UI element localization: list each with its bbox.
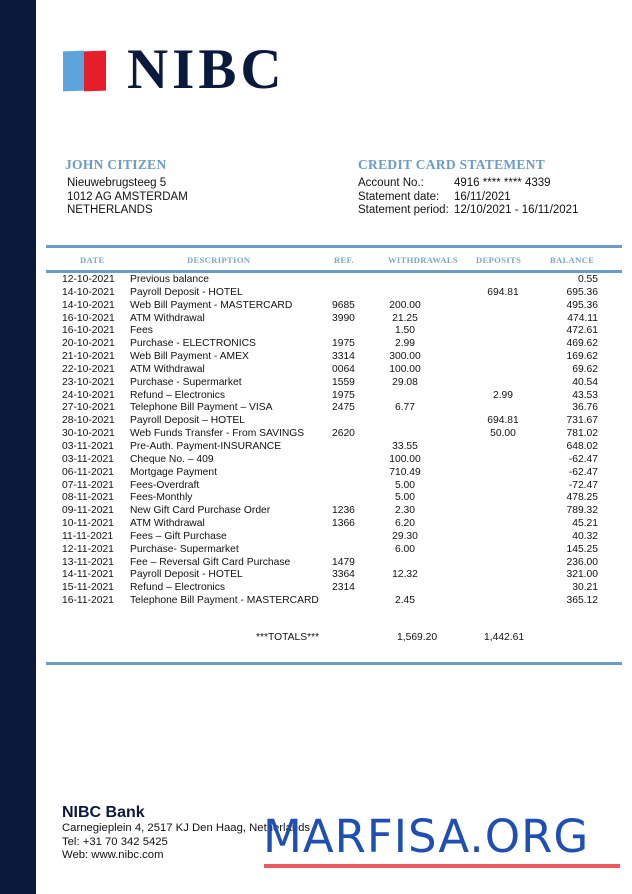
table-row [46, 544, 622, 557]
totals-row [46, 632, 622, 645]
row-date: 20-10-2021 [62, 338, 115, 350]
row-balance: 145.25 [566, 543, 598, 555]
row-description: Refund – Electronics [130, 389, 226, 401]
header-deposits: DEPOSITS [476, 255, 522, 265]
row-date: 14-11-2021 [62, 569, 114, 581]
table-header-rule [46, 270, 622, 273]
row-date: 03-11-2021 [62, 440, 114, 452]
row-date: 22-10-2021 [62, 363, 115, 375]
row-date: 21-10-2021 [62, 351, 115, 363]
row-ref: 9685 [332, 299, 355, 311]
row-withdrawal: 100.00 [389, 453, 421, 465]
footer-bank-name: NIBC Bank [62, 804, 145, 821]
row-date: 14-10-2021 [62, 299, 115, 311]
statement-date-row [358, 191, 578, 205]
row-ref: 3364 [332, 569, 355, 581]
row-description: Purchase - ELECTRONICS [130, 338, 256, 350]
table-row [46, 505, 622, 518]
row-deposit: 2.99 [492, 389, 514, 401]
row-description: Previous balance [130, 274, 209, 285]
table-row [46, 467, 622, 480]
watermark-underline [264, 864, 620, 868]
table-row [46, 454, 622, 467]
totals-label: ***TOTALS*** [256, 632, 320, 643]
row-withdrawal: 2.45 [394, 595, 416, 607]
row-ref: 2314 [332, 582, 355, 594]
row-description: Refund – Electronics [130, 582, 226, 594]
nibc-logo-mark-icon [63, 49, 107, 91]
table-row [46, 480, 622, 493]
row-balance: 469.62 [566, 338, 598, 350]
header-balance: BALANCE [550, 255, 595, 265]
row-date: 23-10-2021 [62, 376, 115, 388]
table-row [46, 390, 622, 403]
address-line-1: Nieuwebrugsteeg 5 [67, 177, 167, 189]
account-number-row [358, 177, 578, 191]
row-ref: 1559 [332, 376, 355, 388]
row-balance: -72.47 [568, 479, 598, 491]
statement-date-label: Statement date: [358, 190, 440, 203]
row-date: 24-10-2021 [62, 389, 115, 401]
table-row [46, 300, 622, 313]
row-balance: 40.54 [572, 376, 598, 388]
row-withdrawal: 200.00 [389, 299, 421, 311]
totals-deposits: 1,442.61 [484, 632, 525, 643]
row-withdrawal: 300.00 [389, 351, 421, 363]
table-top-rule [46, 245, 622, 248]
footer-web: Web: www.nibc.com [62, 849, 164, 861]
row-balance: 472.61 [566, 325, 598, 337]
row-withdrawal: 6.77 [394, 402, 416, 414]
row-description: Web Bill Payment - AMEX [130, 351, 249, 363]
totals-withdrawals: 1,569.20 [397, 632, 438, 643]
footer-tel: Tel: +31 70 342 5425 [62, 835, 168, 848]
table-row [46, 364, 622, 377]
row-date: 27-10-2021 [62, 402, 115, 414]
row-balance: 43.53 [572, 389, 598, 401]
header-date: DATE [80, 255, 105, 265]
row-date: 09-11-2021 [62, 505, 114, 517]
row-description: Payroll Deposit - HOTEL [130, 286, 243, 298]
statement-info-block [358, 157, 578, 218]
table-row [46, 531, 622, 544]
row-description: Fees [130, 325, 153, 337]
row-description: Web Bill Payment - MASTERCARD [130, 299, 293, 311]
header-withdrawals: WITHDRAWALS [388, 255, 459, 265]
header-description: DESCRIPTION [187, 255, 251, 265]
row-balance: 495.36 [566, 299, 598, 311]
row-balance: 731.67 [566, 415, 598, 427]
row-date: 16-11-2021 [62, 595, 114, 607]
row-balance: 474.11 [567, 312, 598, 324]
row-withdrawal: 29.08 [392, 376, 418, 388]
row-withdrawal: 710.49 [389, 466, 421, 478]
row-date: 07-11-2021 [62, 479, 114, 491]
row-date: 08-11-2021 [62, 492, 114, 504]
customer-name: JOHN CITIZEN [65, 157, 167, 172]
table-row [46, 287, 622, 300]
row-ref: 1366 [332, 518, 355, 530]
table-row [46, 274, 622, 287]
row-balance: 695.36 [566, 286, 598, 298]
transactions-table [46, 274, 622, 608]
table-row [46, 518, 622, 531]
row-date: 14-10-2021 [62, 286, 115, 298]
row-withdrawal: 33.55 [392, 440, 418, 452]
row-balance: 45.21 [572, 518, 598, 530]
address-line-3: NETHERLANDS [67, 204, 153, 216]
row-balance: 789.32 [566, 505, 598, 517]
logo-text: NIBC [127, 38, 286, 101]
row-balance: 321.00 [566, 569, 598, 581]
table-row [46, 377, 622, 390]
row-description: ATM Withdrawal [130, 518, 205, 530]
row-description: Fee – Reversal Gift Card Purchase [130, 556, 291, 568]
logo-blue-block [63, 51, 84, 92]
row-description: Fees-Monthly [130, 492, 193, 504]
row-withdrawal: 100.00 [389, 363, 421, 375]
row-ref: 3314 [332, 351, 355, 363]
statement-period-label: Statement period: [358, 204, 449, 216]
row-description: Web Funds Transfer - From SAVINGS [130, 428, 305, 440]
row-date: 28-10-2021 [62, 415, 115, 427]
row-description: Telephone Bill Payment – VISA [130, 402, 273, 414]
row-description: Fees – Gift Purchase [130, 530, 227, 542]
row-balance: 365.12 [566, 595, 598, 607]
statement-period-row [358, 204, 578, 218]
row-balance: 169.62 [566, 351, 598, 363]
nibc-logo [63, 38, 286, 101]
row-description: Fees-Overdraft [130, 479, 200, 491]
table-row [46, 402, 622, 415]
row-withdrawal: 5.00 [394, 479, 416, 491]
row-ref: 1975 [332, 338, 355, 350]
address-line-2: 1012 AG AMSTERDAM [67, 190, 188, 203]
row-deposit: 694.81 [487, 415, 519, 427]
table-row [46, 338, 622, 351]
row-date: 10-11-2021 [62, 518, 114, 530]
row-balance: 0.55 [577, 274, 598, 285]
account-number-value: 4916 **** **** 4339 [454, 177, 551, 189]
statement-date-value: 16/11/2021 [454, 190, 511, 203]
row-date: 15-11-2021 [62, 582, 114, 594]
row-description: Cheque No. – 409 [130, 453, 214, 465]
table-row [46, 325, 622, 338]
table-header [46, 255, 622, 269]
row-balance: -62.47 [568, 466, 598, 478]
row-date: 16-10-2021 [62, 325, 115, 337]
row-deposit: 50.00 [490, 428, 516, 440]
row-description: Purchase - Supermarket [130, 376, 242, 388]
row-ref: 2620 [332, 428, 355, 440]
left-sidebar-band [0, 0, 36, 894]
table-bottom-rule [46, 662, 622, 665]
header-ref: REF. [334, 255, 354, 265]
row-ref: 3990 [332, 312, 355, 324]
statement-title: CREDIT CARD STATEMENT [358, 157, 546, 172]
row-balance: 69.62 [572, 363, 598, 375]
customer-block [65, 157, 188, 218]
table-row [46, 428, 622, 441]
account-number-label: Account No.: [358, 177, 424, 189]
row-balance: 30.21 [572, 582, 598, 594]
row-ref: 1975 [332, 389, 355, 401]
table-row [46, 595, 622, 608]
table-row [46, 582, 622, 595]
row-description: Pre-Auth. Payment-INSURANCE [130, 440, 282, 452]
customer-address [65, 177, 188, 218]
row-description: Telephone Bill Payment - MASTERCARD [130, 595, 319, 607]
row-balance: 781.02 [566, 428, 598, 440]
row-description: Payroll Deposit - HOTEL [130, 569, 243, 581]
row-date: 03-11-2021 [62, 453, 114, 465]
row-ref: 0064 [332, 363, 355, 375]
row-withdrawal: 12.32 [392, 569, 418, 581]
row-balance: 36.76 [572, 402, 598, 414]
row-ref: 1236 [332, 505, 355, 517]
row-withdrawal: 21.25 [392, 312, 418, 324]
table-row [46, 441, 622, 454]
footer-address: Carnegieplein 4, 2517 KJ Den Haag, Netherlands [62, 822, 311, 834]
row-description: ATM Withdrawal [130, 312, 205, 324]
row-ref: 2475 [332, 402, 355, 414]
row-date: 11-11-2021 [62, 530, 114, 542]
statement-period-value: 12/10/2021 - 16/11/2021 [454, 204, 579, 216]
row-date: 16-10-2021 [62, 312, 115, 324]
table-row [46, 492, 622, 505]
table-row [46, 351, 622, 364]
row-ref: 1479 [332, 556, 355, 568]
row-date: 13-11-2021 [62, 556, 114, 568]
row-date: 12-10-2021 [62, 274, 115, 285]
row-withdrawal: 1.50 [394, 325, 416, 337]
row-withdrawal: 29.30 [392, 530, 418, 542]
row-withdrawal: 5.00 [394, 492, 416, 504]
row-balance: 40.32 [572, 530, 598, 542]
row-balance: 236.00 [566, 556, 598, 568]
table-row [46, 313, 622, 326]
row-balance: 478.25 [566, 492, 598, 504]
table-row [46, 557, 622, 570]
row-balance: 648.02 [566, 440, 598, 452]
row-description: New Gift Card Purchase Order [130, 505, 271, 517]
row-description: Payroll Deposit – HOTEL [130, 415, 246, 427]
row-withdrawal: 6.20 [394, 518, 416, 530]
row-deposit: 694.81 [487, 286, 519, 298]
row-date: 12-11-2021 [62, 543, 114, 555]
row-description: Mortgage Payment [130, 466, 217, 478]
row-balance: -62.47 [568, 453, 598, 465]
table-row [46, 569, 622, 582]
row-withdrawal: 6.00 [394, 543, 416, 555]
table-row [46, 415, 622, 428]
row-description: Purchase- Supermarket [130, 543, 239, 555]
logo-red-block [84, 51, 106, 92]
row-date: 06-11-2021 [62, 466, 114, 478]
watermark-text: MARFISA.ORG [263, 810, 590, 863]
row-description: ATM Withdrawal [130, 363, 205, 375]
row-withdrawal: 2.99 [394, 338, 416, 350]
row-withdrawal: 2.30 [394, 505, 416, 517]
row-date: 30-10-2021 [62, 428, 115, 440]
